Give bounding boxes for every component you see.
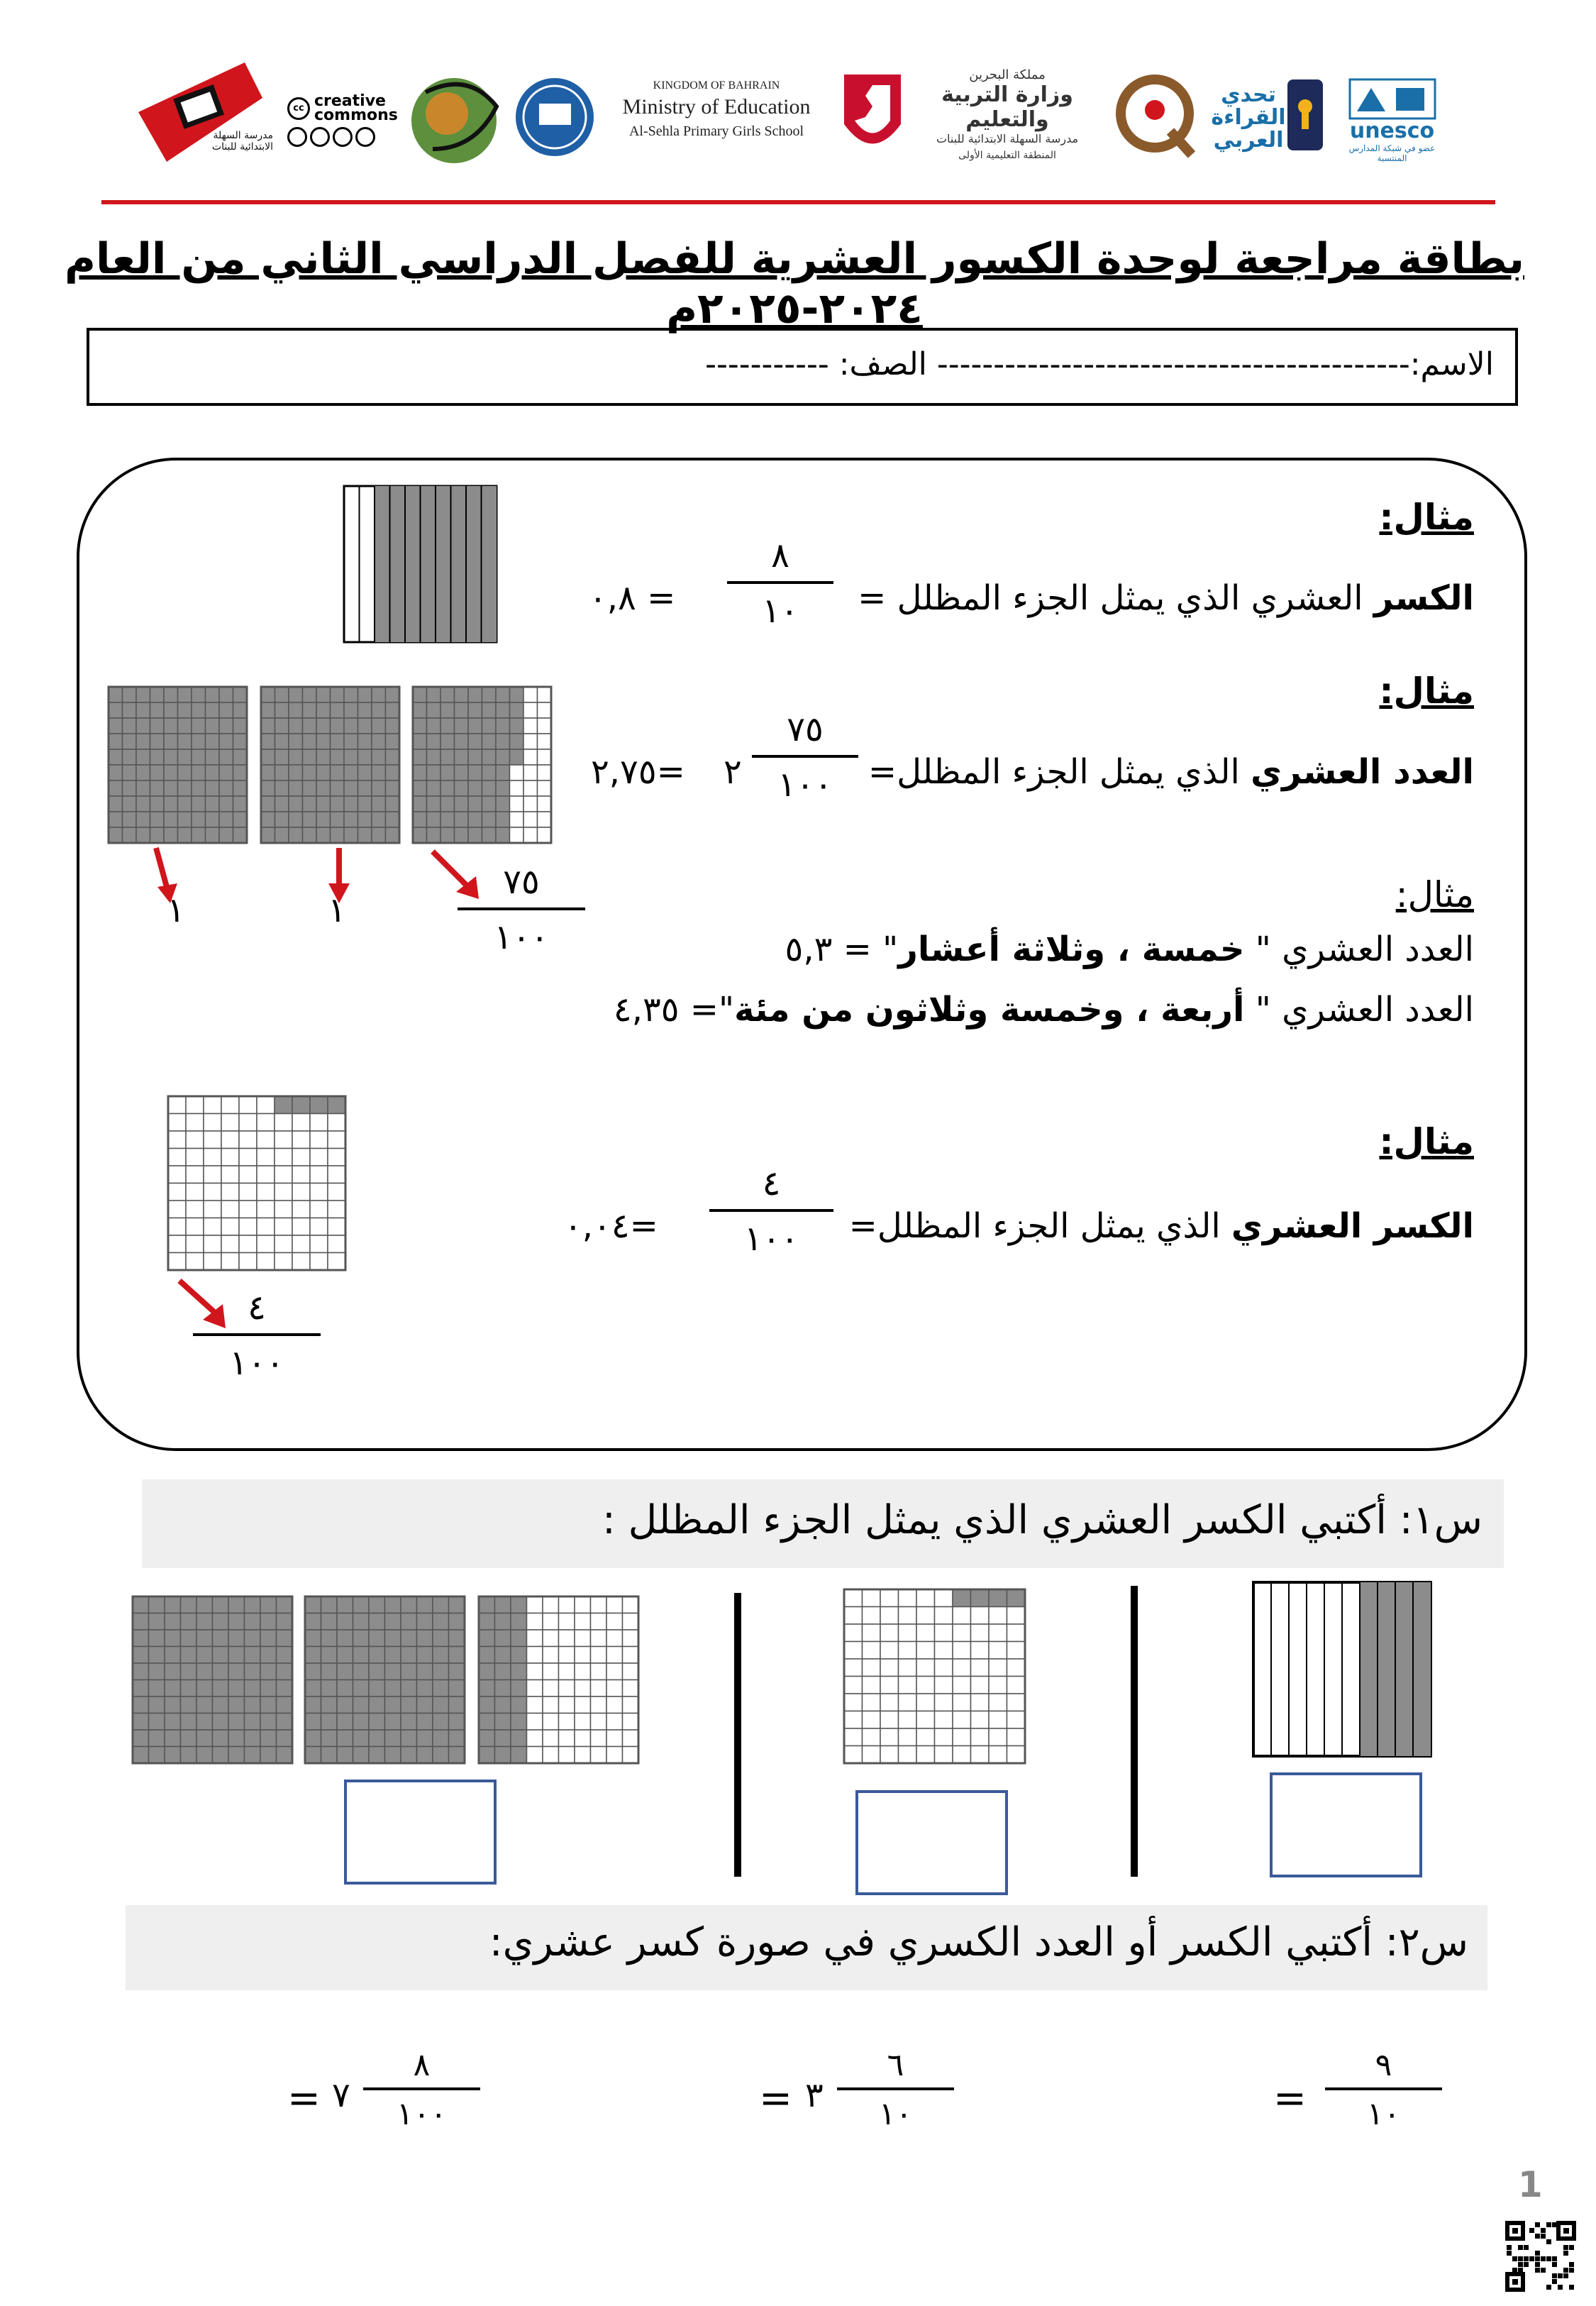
example-2-label-1: ١ xyxy=(167,890,185,930)
example-2-grid-2 xyxy=(261,687,399,843)
example-4-hundredths-model xyxy=(168,1096,345,1270)
name-class-box xyxy=(87,328,1518,406)
example-4-label-den: ١٠٠ xyxy=(229,1343,284,1383)
q1-answer-box-2[interactable] xyxy=(855,1790,1008,1895)
q1-prompt: س١: أكتبي الكسر العشري الذي يمثل الجزء المظلل : xyxy=(602,1497,1483,1543)
example-2-result: =٢,٧٥ xyxy=(591,752,685,792)
example-2-text: الذي يمثل الجزء المظلل= xyxy=(868,752,1251,792)
creative-commons-logo xyxy=(287,92,398,145)
q2-item-3-num: ٨ xyxy=(413,2047,431,2083)
example-4-result: =٠,٠٤ xyxy=(564,1206,658,1246)
name-class-line[interactable]: الاسم:------------------------------------------ الصف: ----------- xyxy=(705,346,1494,382)
ar-region-label: المنطقة التعليمية الأولى xyxy=(958,150,1056,161)
q1-divider-1 xyxy=(734,1593,741,1877)
example-1-bold: الكسر xyxy=(1373,578,1474,618)
school-label: Al-Sehla Primary Girls School xyxy=(628,123,804,139)
example-4-fraction xyxy=(709,1164,833,1259)
example-4-den: ١٠٠ xyxy=(743,1219,799,1259)
cc-icon: cc xyxy=(287,97,310,120)
example-2-grid-1 xyxy=(109,687,247,843)
example-4-text: الذي يمثل الجزء المظلل= xyxy=(848,1206,1231,1246)
q2-item-2-num: ٦ xyxy=(887,2047,904,2083)
q2-item-3-den: ١٠٠ xyxy=(397,2096,447,2132)
example-3-line-2-a: العدد العشري " xyxy=(1244,990,1474,1030)
bahrain-emblem xyxy=(830,67,915,163)
ar-ministry-label: وزارة التربية والتعليم xyxy=(941,82,1073,132)
example-1-fraction xyxy=(727,536,833,631)
kingdom-label: KINGDOM OF BAHRAIN xyxy=(653,79,780,92)
example-4-heading: مثال: xyxy=(1379,1121,1474,1162)
q2-prompt: س٢: أكتبي الكسر أو العدد الكسري في صورة كسر عشري: xyxy=(489,1919,1468,1965)
example-2-whole: ٢ xyxy=(724,752,742,792)
example-3-line-1 xyxy=(785,929,1474,969)
q2-item-2-whole: ٣ xyxy=(805,2075,824,2115)
outstanding-q-logo xyxy=(1114,71,1199,160)
q1-grid-2 xyxy=(305,1596,465,1763)
example-2-bold: العدد العشري xyxy=(1251,752,1474,792)
q2-item-3-eq: = xyxy=(287,2075,321,2122)
ar-school-label: مدرسة السهلة الابتدائية للبنات xyxy=(936,132,1079,145)
q1-tenths-model xyxy=(1253,1582,1431,1756)
page-title: بطاقة مراجعة لوحدة الكسور العشرية للفصل الدراسي الثاني من العام ٢٠٢٤-٢٠٢٥م xyxy=(64,234,1525,333)
q1-divider-2 xyxy=(1131,1586,1138,1877)
example-4-bold: الكسر العشري xyxy=(1231,1206,1474,1246)
example-2-label-den: ١٠٠ xyxy=(494,917,549,957)
example-2-heading: مثال: xyxy=(1379,671,1474,712)
example-1-result: = ٠,٨ xyxy=(589,578,676,618)
example-2-num: ٧٥ xyxy=(787,710,824,749)
q2-item-3-whole: ٧ xyxy=(332,2075,350,2115)
header-divider xyxy=(101,200,1495,204)
school-logo-text: مدرسة السهلة الابتدائية للبنات xyxy=(211,130,273,153)
page-number: 1 xyxy=(1518,2164,1543,2205)
q2-item-1-eq: = xyxy=(1273,2075,1307,2122)
q2-item-2-fraction xyxy=(837,2047,954,2132)
example-3-line-1-c: " = ٥,٣ xyxy=(785,929,899,969)
q2-item-1-num: ٩ xyxy=(1375,2047,1392,2083)
q1-answer-box-3[interactable] xyxy=(1270,1772,1422,1877)
qr-code xyxy=(1505,2221,1576,2292)
example-3-line-2-b: أربعة ، وخمسة وثلاثون من مئة xyxy=(734,990,1245,1030)
cc-label-2: commons xyxy=(314,106,398,124)
q2-item-1-fraction xyxy=(1325,2047,1442,2132)
example-2-label-2: ١ xyxy=(328,890,346,930)
keyhole-icon xyxy=(1287,79,1323,150)
calligraphy-globe-logo xyxy=(404,64,511,170)
example-4-label-fraction xyxy=(193,1288,321,1383)
q2-item-2-eq: = xyxy=(759,2075,792,2122)
example-1-sentence xyxy=(858,578,1474,618)
example-2-den: ١٠٠ xyxy=(777,765,833,805)
q2-item-3-fraction xyxy=(363,2047,480,2132)
q1-grid-3 xyxy=(479,1596,638,1763)
example-2-sentence xyxy=(868,752,1474,792)
ministry-text-block xyxy=(610,79,823,140)
unesco-logo xyxy=(1344,79,1440,163)
unesco-label: unesco xyxy=(1349,118,1435,143)
example-1-num: ٨ xyxy=(771,536,789,575)
example-1-heading: مثال: xyxy=(1379,497,1474,538)
example-1-text: العشري الذي يمثل الجزء المظلل = xyxy=(858,578,1374,618)
microsoft-showcase-logo xyxy=(514,77,596,158)
example-4-num: ٤ xyxy=(762,1164,781,1203)
unesco-sub-label: عضو في شبكة المدارس المنتسبة xyxy=(1348,143,1436,163)
example-2-label-fraction xyxy=(458,862,585,957)
example-3-line-1-a: العدد العشري " xyxy=(1244,929,1474,969)
example-3-line-2-c: "= ٤,٣٥ xyxy=(613,990,735,1030)
example-2-grid-3 xyxy=(413,687,551,843)
ar-kingdom-label: مملكة البحرين xyxy=(969,67,1046,82)
q1-answer-box-1[interactable] xyxy=(344,1780,497,1885)
example-3-line-1-b: خمسة ، وثلاثة أعشار xyxy=(898,929,1245,969)
school-logo-left xyxy=(138,62,273,165)
reading-challenge-label: تحدي القراءة العربي xyxy=(1211,82,1286,153)
reading-challenge-logo xyxy=(1209,84,1287,152)
example-2-label-num: ٧٥ xyxy=(503,862,540,902)
q1-grid-1 xyxy=(133,1596,292,1763)
example-3-line-2 xyxy=(614,990,1474,1030)
example-2-fraction xyxy=(752,710,858,805)
example-3-heading: مثال: xyxy=(1395,874,1474,915)
example-1-tenths-model xyxy=(344,486,497,642)
arabic-ministry-block xyxy=(922,67,1092,161)
ministry-label: Ministry of Education xyxy=(622,95,811,118)
q2-item-1-den: ١٠ xyxy=(1366,2096,1401,2132)
example-1-den: ١٠ xyxy=(762,591,799,631)
example-4-sentence xyxy=(849,1206,1474,1246)
example-4-label-num: ٤ xyxy=(248,1288,266,1328)
cc-label-1: creative xyxy=(314,92,386,110)
q1-grid-4 xyxy=(844,1589,1025,1763)
q2-item-2-den: ١٠ xyxy=(878,2096,913,2132)
